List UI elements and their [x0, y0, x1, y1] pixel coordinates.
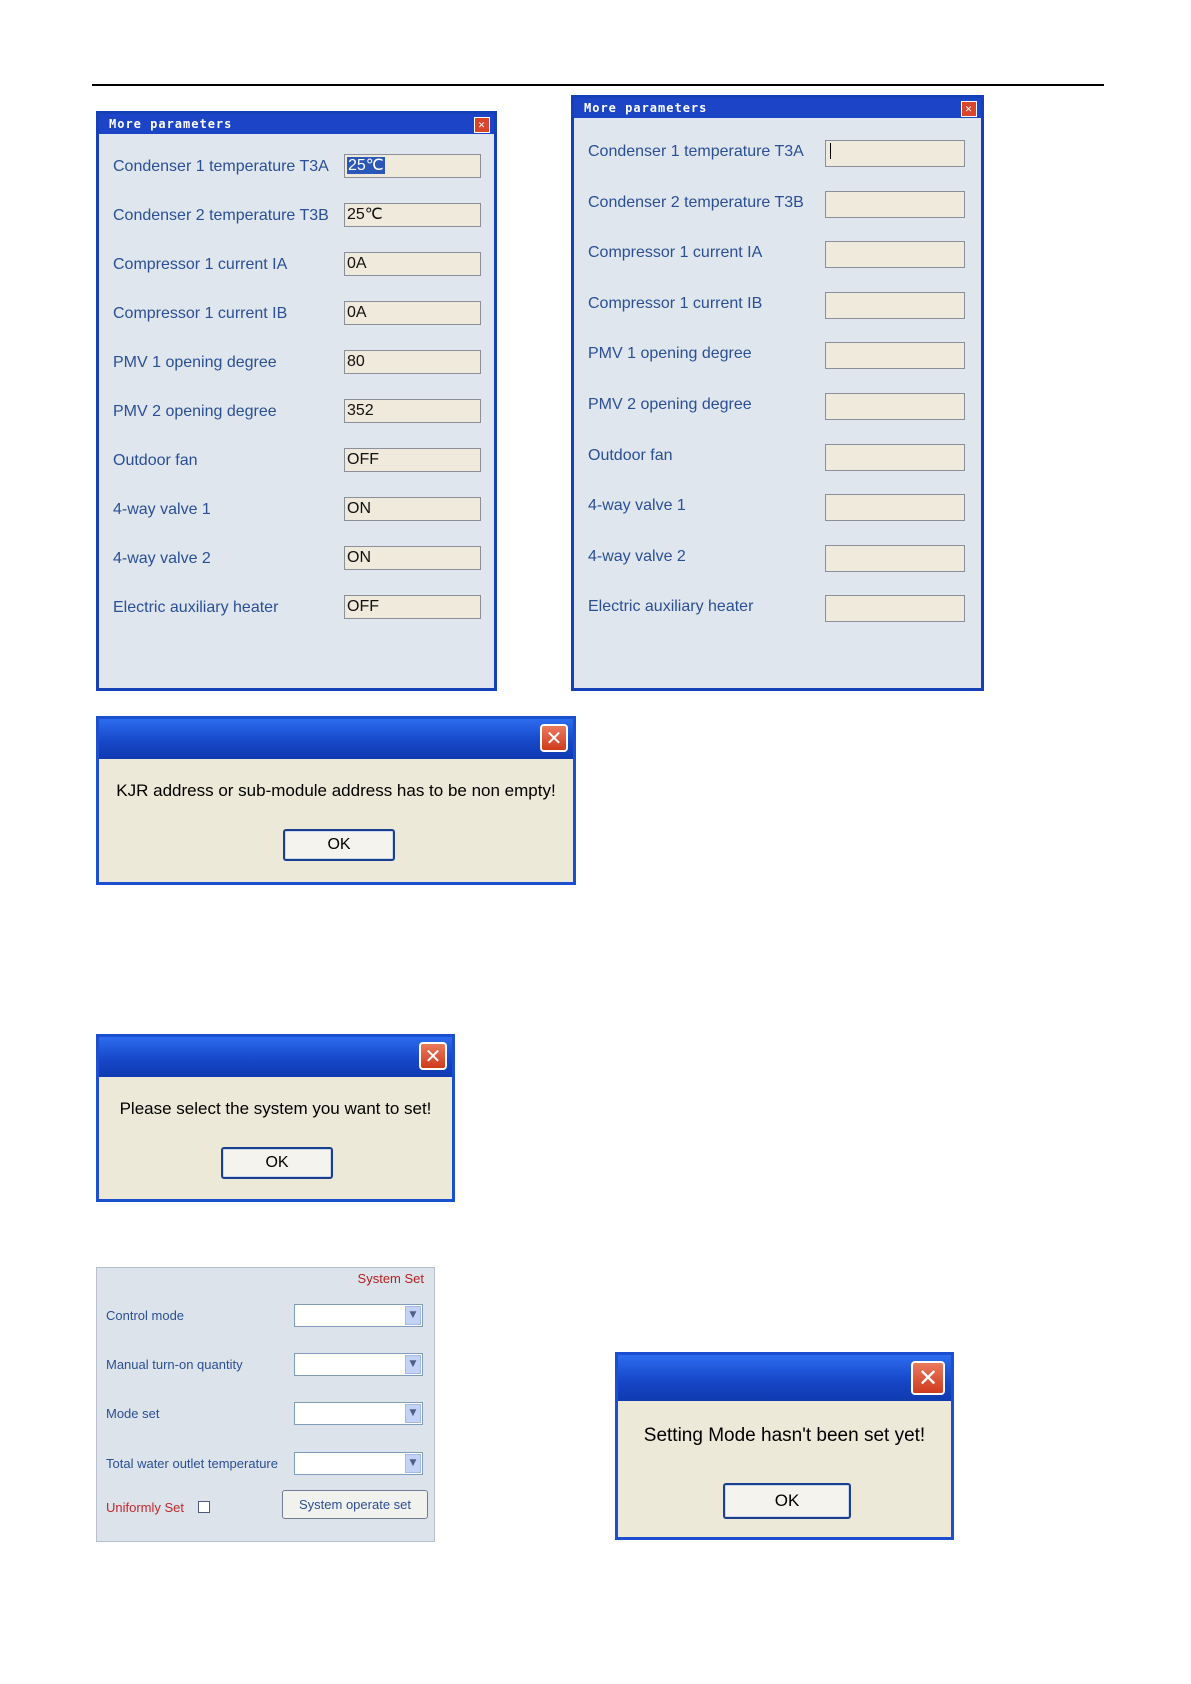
label-total-water-outlet-temperature: Total water outlet temperature [106, 1456, 278, 1471]
header-rule [92, 84, 1104, 86]
field-pmv2-opening[interactable] [825, 393, 965, 420]
field-pmv1-opening[interactable]: 80 [344, 350, 481, 374]
label-4way-valve2: 4-way valve 2 [113, 550, 211, 567]
label-aux-heater: Electric auxiliary heater [113, 599, 279, 616]
window-title-bar[interactable] [574, 98, 981, 118]
close-icon[interactable]: ✕ [474, 117, 490, 133]
field-condenser1-t3a[interactable] [825, 140, 965, 167]
field-condenser2-t3b[interactable]: 25℃ [344, 203, 481, 227]
field-compressor1-ib[interactable]: 0A [344, 301, 481, 325]
label-outdoor-fan: Outdoor fan [113, 452, 198, 469]
text-cursor [830, 143, 831, 159]
field-aux-heater[interactable] [825, 595, 965, 622]
close-icon[interactable]: ✕ [961, 101, 977, 117]
close-icon[interactable]: ✕ [419, 1042, 447, 1070]
label-condenser1-t3a: Condenser 1 temperature T3A [113, 158, 329, 175]
label-mode-set: Mode set [106, 1406, 160, 1421]
label-condenser1-t3a: Condenser 1 temperature T3A [588, 143, 804, 160]
control-mode-select[interactable] [294, 1304, 423, 1327]
field-4way-valve2[interactable]: ON [344, 546, 481, 570]
field-condenser1-t3a[interactable] [344, 154, 481, 178]
label-compressor1-ib: Compressor 1 current IB [588, 295, 763, 312]
window-title: More parameters [584, 101, 708, 115]
field-4way-valve1[interactable] [825, 494, 965, 521]
panel-title: System Set [357, 1271, 424, 1286]
label-condenser2-t3b: Condenser 2 temperature T3B [113, 207, 329, 224]
field-pmv2-opening[interactable]: 352 [344, 399, 481, 423]
mode-set-select[interactable] [294, 1402, 423, 1425]
field-pmv1-opening[interactable] [825, 342, 965, 369]
label-pmv1-opening: PMV 1 opening degree [588, 345, 752, 362]
field-condenser2-t3b[interactable] [825, 191, 965, 218]
ok-button[interactable]: OK [283, 829, 395, 861]
chevron-down-icon[interactable]: ▼ [405, 1454, 421, 1473]
label-condenser2-t3b: Condenser 2 temperature T3B [588, 194, 804, 211]
label-4way-valve1: 4-way valve 1 [113, 501, 211, 518]
label-compressor1-ia: Compressor 1 current IA [588, 244, 763, 261]
more-parameters-window-empty [571, 95, 984, 691]
chevron-down-icon[interactable]: ▼ [405, 1404, 421, 1423]
field-4way-valve1[interactable]: ON [344, 497, 481, 521]
label-4way-valve2: 4-way valve 2 [588, 548, 686, 565]
field-value: 25℃ [348, 157, 384, 174]
system-operate-set-button[interactable]: System operate set [282, 1490, 428, 1519]
field-outdoor-fan[interactable] [825, 444, 965, 471]
label-manual-turn-on-quantity: Manual turn-on quantity [106, 1357, 243, 1372]
label-compressor1-ib: Compressor 1 current IB [113, 305, 288, 322]
label-aux-heater: Electric auxiliary heater [588, 598, 754, 615]
dialog-message: Please select the system you want to set! [119, 1099, 432, 1118]
window-title-bar[interactable] [99, 114, 494, 134]
dialog-title-bar[interactable] [99, 719, 573, 759]
window-title: More parameters [109, 117, 233, 131]
system-set-panel [96, 1267, 435, 1542]
dialog-title-bar[interactable] [99, 1037, 452, 1077]
label-compressor1-ia: Compressor 1 current IA [113, 256, 288, 273]
uniformly-set-label: Uniformly Set [106, 1500, 185, 1515]
ok-button[interactable]: OK [723, 1483, 851, 1519]
chevron-down-icon[interactable]: ▼ [405, 1306, 421, 1325]
dialog-kjr-address [96, 716, 576, 885]
total-water-outlet-temperature-select[interactable] [294, 1452, 423, 1475]
dialog-title-bar[interactable] [618, 1355, 951, 1401]
field-aux-heater[interactable]: OFF [344, 595, 481, 619]
label-4way-valve1: 4-way valve 1 [588, 497, 686, 514]
label-pmv1-opening: PMV 1 opening degree [113, 354, 277, 371]
field-compressor1-ia[interactable]: 0A [344, 252, 481, 276]
uniformly-set-checkbox[interactable] [198, 1501, 210, 1513]
ok-button[interactable]: OK [221, 1147, 333, 1179]
label-outdoor-fan: Outdoor fan [588, 447, 673, 464]
dialog-message: Setting Mode hasn't been set yet! [643, 1425, 926, 1446]
dialog-message: KJR address or sub-module address has to be non empty! [116, 781, 556, 800]
field-compressor1-ib[interactable] [825, 292, 965, 319]
label-pmv2-opening: PMV 2 opening degree [113, 403, 277, 420]
dialog-select-system [96, 1034, 455, 1202]
field-outdoor-fan[interactable]: OFF [344, 448, 481, 472]
field-4way-valve2[interactable] [825, 545, 965, 572]
label-control-mode: Control mode [106, 1308, 185, 1323]
close-icon[interactable]: ✕ [911, 1361, 945, 1395]
dialog-setting-mode [615, 1352, 954, 1540]
chevron-down-icon[interactable]: ▼ [405, 1355, 421, 1374]
more-parameters-window-filled [96, 111, 497, 691]
field-compressor1-ia[interactable] [825, 241, 965, 268]
label-pmv2-opening: PMV 2 opening degree [588, 396, 752, 413]
close-icon[interactable]: ✕ [540, 724, 568, 752]
manual-turn-on-quantity-select[interactable] [294, 1353, 423, 1376]
